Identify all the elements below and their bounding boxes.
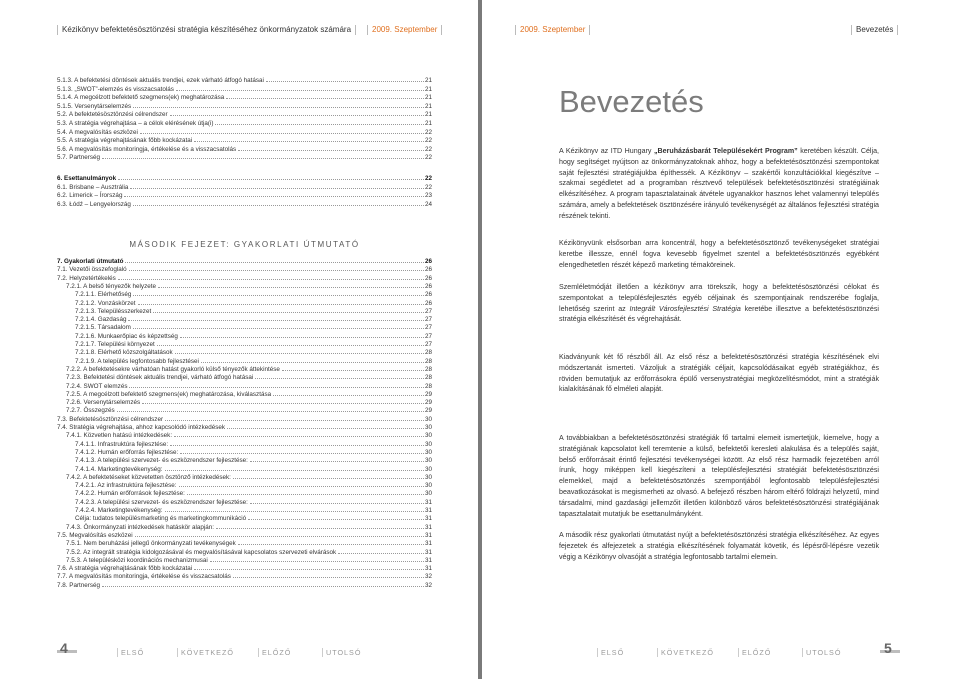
toc-dot-leader: [248, 515, 424, 520]
toc-entry[interactable]: [57, 466, 432, 473]
toc-entry-page: 31: [424, 556, 432, 564]
toc-entry-page: 29: [424, 399, 432, 407]
toc-entry-title: 7.4.2.2. Humán erőforrások fejlesztése:: [75, 490, 185, 498]
toc-entry-title: 7.4.1. Közvetlen hatású intézkedések:: [66, 432, 173, 440]
toc-entry[interactable]: [57, 184, 432, 191]
toc-entry-title: 7.6. A stratégia végrehajtásának főbb kockázatai: [57, 565, 193, 573]
right-footer: [482, 640, 960, 664]
toc-dot-leader: [138, 300, 424, 305]
toc-entry[interactable]: [57, 341, 432, 348]
toc-entry-title: 7.2.1.3. Településszerkezet: [75, 307, 152, 315]
toc-entry-page: 31: [424, 498, 432, 506]
toc-entry-page: 27: [424, 307, 432, 315]
toc-dot-leader: [124, 192, 424, 197]
toc-dot-leader: [117, 407, 424, 412]
paragraph: Szemléletmódját illetően a kézikönyv arra törekszik, hogy a befektetésösztönzési célokat és szempontokat a településfejlesztés egyéb céljainak és szempontjainak rendszerébe foglalja, lehetőség szerint az Integrált Városfejlesztési Stratégia keretébe illesztve a befektetésösztönzési stratégia elkészítését és végrehajtását.: [559, 283, 879, 324]
toc-entry-title: 5.3. A stratégia végrehajtása – a célok elérésének útja(i): [57, 120, 214, 127]
toc-entry-page: 29: [424, 407, 432, 415]
toc-entry-title: 5.1.3. „SWOT”-elemzés és visszacsatolás: [57, 85, 174, 93]
toc-dot-leader: [102, 582, 424, 587]
first-page-button[interactable]: ELSŐ: [117, 648, 147, 657]
toc-dot-leader: [129, 383, 424, 388]
toc-dot-leader: [187, 490, 424, 495]
toc-entry[interactable]: [57, 129, 432, 136]
toc-entry-title: 7.5.3. A településközi koordinációs mechanizmusai: [66, 556, 208, 564]
toc-entry-title: 5.4. A megvalósítás eszközei: [57, 128, 138, 136]
last-page-button[interactable]: UTOLSÓ: [322, 648, 364, 657]
toc-entry-page: 26: [424, 299, 432, 307]
toc-entry-title: 7.5.2. Az integrált stratégia kidolgozásával és megvalósításával kapcsolatos szervezeti elvárások: [66, 548, 337, 556]
toc-entry[interactable]: [57, 374, 432, 381]
first-page-button[interactable]: ELSŐ: [597, 648, 627, 657]
toc-entry[interactable]: [57, 515, 432, 522]
toc-dot-leader: [133, 324, 424, 329]
toc-entry[interactable]: [57, 111, 432, 118]
toc-entry-page: 28: [424, 357, 432, 365]
toc-entry-title: 5.2. A befektetésösztönzési célrendszer: [57, 111, 168, 119]
toc-entry-page: 28: [424, 349, 432, 357]
paragraph: A továbbiakban a befektetésösztönzési stratégiák fő tartalmi elemeit ismertetjük, kiemelve, hogy a stratégiának kapcsolatot kell teremtenie a külső, befektetői keresleti alakulása és a település saját, belső erőforrásait érintő fejlesztési tevékenységei között. Az első rész harmadik fejezetében arról írunk, hogy miképpen kell kiegészíteni a településfejlesztési stratégiát befektetésösztönzési elemekkel, majd a befektetésösztönzés szempontjából legfontosabb településfejlesztési beavatkozásokat is megismerheti az olvasó. A befejező részben három eltérő földrajzi helyzetű, mind társadalmi, mind gazdasági jellemzőit illetően különböző város befektetésösztönzési stratégiájának tapasztalatait mutatjuk be esettanulmányként.: [559, 434, 879, 518]
toc-entry[interactable]: [57, 349, 432, 356]
toc-entry[interactable]: [57, 366, 432, 373]
toc-dot-leader: [153, 308, 424, 313]
toc-entry-title: 7.7. A megvalósítás monitoringja, értékelése és visszacsatolás: [57, 573, 231, 581]
toc-entry-page: 21: [424, 102, 432, 110]
toc-dot-leader: [233, 474, 424, 479]
toc-entry[interactable]: [57, 490, 432, 497]
toc-entry-page: 22: [424, 183, 432, 191]
toc-entry[interactable]: [57, 557, 432, 564]
toc-entry-page: 31: [424, 515, 432, 523]
ivs-name: Integrált Városfejlesztési Stratégia: [629, 304, 741, 313]
toc-dot-leader: [165, 466, 424, 471]
toc-entry[interactable]: [57, 77, 432, 84]
toc-entry[interactable]: [57, 507, 432, 514]
toc-entry-page: 28: [424, 382, 432, 390]
toc-entry-page: 27: [424, 332, 432, 340]
toc-entry-page: 30: [424, 490, 432, 498]
toc-dot-leader: [118, 275, 424, 280]
toc-entry-page: 26: [424, 282, 432, 290]
toc-entry-title: 6.2. Limerick – Írország: [57, 192, 123, 200]
toc-entry-page: 28: [424, 374, 432, 382]
paragraph: Kiadványunk két fő részből áll. Az első rész a befektetésösztönzési stratégia készítésének elvi módszertanát ismerteti. Vázoljuk a stratégiák céljait, kapcsolódásaikat egyéb stratégiákhoz, és röviden bemutatjuk az erőforrásokra épülő versenystratégiai megközelítésmódot, mint a stratégiák kialakításának fő elméleti alapját.: [559, 353, 879, 394]
toc-entry[interactable]: [57, 441, 432, 448]
toc-entry-title: 6.1. Brisbane – Ausztrália: [57, 183, 129, 191]
paragraph: A Kézikönyv az ITD Hungary „Beruházásbarát Településekért Program” keretében készült. Célja, hogy segítséget nyújtson az önkormányzatoknak ahhoz, hogy a befektetésösztönzési szempontokat saját fejlesztési stratégiájukba építhessék. A Kézikönyv – szakértői konzultációkkal kiegészítve – szakmai segédletet ad a programban résztvevő települések befektetésösztönzési stratégiáinak elkészítéséhez. A program tapasztalatainak átvétele ugyanakkor hasznos lehet valamennyi település számára, amely a befektetések ösztönzésére irányuló tevékenységét az általános fejlesztési stratégia részének tekinti.: [559, 147, 879, 220]
toc-entry-page: 21: [424, 77, 432, 84]
toc-dot-leader: [215, 120, 424, 125]
toc-entry[interactable]: [57, 407, 432, 414]
next-page-button[interactable]: KÖVETKEZŐ: [177, 648, 237, 657]
toc-entry-page: 26: [424, 258, 432, 265]
toc-entry-title: 5.1.3. A befektetési döntések aktuális trendjei, ezek várható átfogó hatásai: [57, 77, 264, 84]
toc-entry-title: 5.5. A stratégia végrehajtásának főbb kockázatai: [57, 137, 193, 145]
toc-entry-title: 7.4.1.3. A települési szervezet- és eszközrendszer fejlesztése:: [75, 457, 248, 465]
toc-entry[interactable]: [57, 549, 432, 556]
toc-entry[interactable]: [57, 391, 432, 398]
header-section: Bevezetés: [851, 25, 898, 35]
toc-entry-title: 7.4.1.4. Marketingtevékenység:: [75, 465, 163, 473]
toc-entry-title: 7.2.1.2. Vonzáskörzet: [75, 299, 136, 307]
toc-dot-leader: [282, 366, 424, 371]
toc-entry-page: 31: [424, 548, 432, 556]
toc-dot-leader: [210, 557, 424, 562]
toc-entry-title: 7.4.3. Önkormányzati intézkedések hatáskör alapján:: [66, 523, 215, 531]
toc-dot-leader: [338, 549, 424, 554]
toc-entry[interactable]: [57, 324, 432, 331]
toc-entry-title: 7.4.1.1. Infrastruktúra fejlesztése:: [75, 440, 169, 448]
page-number: 4: [60, 640, 68, 656]
next-page-button[interactable]: KÖVETKEZŐ: [657, 648, 717, 657]
toc-entry[interactable]: [57, 358, 432, 365]
toc-entry-title: 7.4.2.3. A települési szervezet- és eszközrendszer fejlesztése:: [75, 498, 248, 506]
last-page-button[interactable]: UTOLSÓ: [802, 648, 844, 657]
toc-entry-page: 26: [424, 274, 432, 282]
toc-dot-leader: [216, 524, 424, 529]
toc-dot-leader: [233, 573, 424, 578]
toc-entry[interactable]: [57, 154, 432, 161]
toc-dot-leader: [165, 507, 424, 512]
toc-entry-title: 5.1.4. A megcélzott befektető szegmens(ek) meghatározása: [57, 94, 225, 102]
toc-dot-leader: [125, 258, 424, 263]
toc-entry-title: 7.2.4. SWOT elemzés: [66, 382, 128, 390]
toc-entry-title: 7.2.5. A megcélzott befektető szegmens(ek) meghatározása, kiválasztása: [66, 390, 272, 398]
toc-entry-page: 31: [424, 540, 432, 548]
toc-entry[interactable]: [57, 416, 432, 423]
toc-entry-page: 32: [424, 581, 432, 589]
toc-entry-page: 30: [424, 457, 432, 465]
toc-dot-leader: [135, 532, 424, 537]
toc-dot-leader: [165, 416, 424, 421]
toc-dot-leader: [130, 184, 424, 189]
toc-entry[interactable]: [57, 474, 432, 481]
toc-dot-leader: [133, 201, 424, 206]
toc-entry-page: 31: [424, 507, 432, 514]
toc-entry[interactable]: [57, 86, 432, 93]
toc-entry[interactable]: [57, 499, 432, 506]
paragraph: A második rész gyakorlati útmutatást nyújt a befektetésösztönzési stratégia elkészítéséhez. Az egyes fejezetek és alfejezetek a stratégia elkészítésének folyamatát követik, és lépésről-lépésre vezetik végig a Kézikönyv olvasóját a stratégia legfontosabb tartalmi elemein.: [559, 531, 879, 561]
toc-entry[interactable]: [57, 482, 432, 489]
toc-entry-title: 7.5. Megvalósítás eszközei: [57, 531, 133, 539]
toc-entry-page: 22: [424, 175, 432, 182]
toc-dot-leader: [133, 103, 424, 108]
toc-entry-title: 7.2.1.8. Elérhető közszolgáltatások: [75, 349, 173, 357]
toc-entry-page: 30: [424, 424, 432, 431]
toc-entry-title: Célja: tudatos településmarketing és marketingkommunikáció: [75, 515, 247, 523]
toc-entry[interactable]: [57, 532, 432, 539]
toc-entry-page: 30: [424, 432, 432, 440]
toc-dot-leader: [102, 154, 424, 159]
toc-entry-page: 22: [424, 128, 432, 136]
toc-entry[interactable]: [57, 457, 432, 464]
toc-entry-title: 7.2.1.7. Települési környezet: [75, 341, 155, 348]
toc-entry-page: 22: [424, 137, 432, 145]
toc-entry-page: 30: [424, 448, 432, 456]
toc-entry-page: 22: [424, 145, 432, 153]
toc-dot-leader: [250, 499, 424, 504]
toc-entry[interactable]: [57, 266, 432, 273]
program-name: „Beruházásbarát Településekért Program”: [654, 147, 798, 155]
toc-entry-page: 26: [424, 291, 432, 299]
toc-entry-title: 5.6. A megvalósítás monitoringja, értékelése és a visszacsatolás: [57, 145, 237, 153]
prev-page-button[interactable]: ELŐZŐ: [258, 648, 294, 657]
right-page: [482, 0, 960, 679]
toc-dot-leader: [179, 482, 424, 487]
left-footer: [0, 640, 478, 664]
paragraph: Kézikönyvünk elsősorban arra koncentrál, hogy a befektetésösztönző tevékenységeket stratégiai keretbe illessze, ennél fogva kevesebb figyelmet szentel a befektetésösztönzés egyébként elengedhetetlen részét képező marketing témaköreinek.: [559, 239, 879, 269]
toc-entry-page: 26: [424, 266, 432, 274]
toc-entry-page: 30: [424, 473, 432, 481]
toc-entry[interactable]: [57, 275, 432, 282]
toc-entry[interactable]: [57, 175, 432, 182]
toc-entry-page: 21: [424, 111, 432, 119]
toc-entry-page: 32: [424, 573, 432, 581]
toc-entry-page: 22: [424, 154, 432, 162]
toc-entry-page: 29: [424, 390, 432, 398]
toc-entry-title: 6. Esettanulmányok: [57, 175, 117, 182]
toc-dot-leader: [238, 146, 424, 151]
toc-entry[interactable]: [57, 432, 432, 439]
toc-entry-page: 30: [424, 482, 432, 490]
toc-dot-leader: [142, 399, 424, 404]
toc-dot-leader: [227, 424, 424, 429]
toc-entry[interactable]: [57, 137, 432, 144]
toc-dot-leader: [158, 283, 424, 288]
header-date: 2009. Szeptember: [367, 25, 442, 35]
toc-entry-title: 7.2.1.6. Munkaerőpiac és képzettség: [75, 332, 178, 340]
toc-entry-page: 28: [424, 365, 432, 373]
toc-entry[interactable]: [57, 146, 432, 153]
toc-dot-leader: [157, 341, 424, 346]
toc-entry-title: 7.5.1. Nem beruházási jellegű önkormányzati tevékenységek: [66, 540, 236, 548]
toc-entry-title: 5.7. Partnerség: [57, 154, 101, 162]
toc-entry-title: 7.2.2. A befektetésekre várhatóan hatást gyakorló külső tényezők áttekintése: [66, 365, 280, 373]
toc-entry[interactable]: [57, 201, 432, 208]
toc-entry-title: 7.2.1. A belső tényezők helyzete: [66, 282, 156, 290]
section-title: MÁSODIK FEJEZET: GYAKORLATI ÚTMUTATÓ: [129, 240, 360, 249]
toc-entry-title: 7.3. Befektetésösztönzési célrendszer: [57, 415, 164, 423]
toc-entry-title: 7.8. Partnerség: [57, 581, 101, 589]
toc-entry[interactable]: [57, 258, 432, 265]
toc-entry[interactable]: [57, 424, 432, 431]
toc-dot-leader: [238, 540, 424, 545]
page-title: Bevezetés: [559, 84, 704, 119]
toc-entry-page: 24: [424, 200, 432, 208]
toc-entry[interactable]: [57, 582, 432, 589]
toc-entry-page: 27: [424, 341, 432, 348]
toc-dot-leader: [128, 316, 424, 321]
toc-entry[interactable]: [57, 300, 432, 307]
toc-entry-page: 30: [424, 415, 432, 423]
toc-dot-leader: [129, 266, 424, 271]
toc-entry[interactable]: [57, 524, 432, 531]
toc-entry-title: 7.2. Helyzetértékelés: [57, 274, 116, 282]
toc-entry-page: 21: [424, 94, 432, 102]
toc-entry-page: 30: [424, 440, 432, 448]
toc-dot-leader: [194, 565, 424, 570]
left-page: [0, 0, 478, 679]
toc-entry[interactable]: [57, 283, 432, 290]
toc-entry-page: 30: [424, 465, 432, 473]
toc-entry[interactable]: [57, 565, 432, 572]
toc-entry-page: 23: [424, 192, 432, 200]
toc-entry[interactable]: [57, 192, 432, 199]
toc-entry-title: 7.4. Stratégia végrehajtása, ahhoz kapcsolódó intézkedések: [57, 424, 226, 431]
toc-entry-title: 7.2.1.4. Gazdaság: [75, 316, 127, 324]
prev-page-button[interactable]: ELŐZŐ: [738, 648, 774, 657]
toc-dot-leader: [140, 129, 424, 134]
toc-entry-title: 7.2.7. Összegzés: [66, 407, 115, 415]
toc-dot-leader: [176, 86, 424, 91]
toc-dot-leader: [118, 175, 424, 180]
toc-dot-leader: [250, 457, 424, 462]
toc-entry-page: 31: [424, 531, 432, 539]
toc-dot-leader: [170, 111, 424, 116]
toc-entry-page: 21: [424, 120, 432, 127]
toc-entry-page: 27: [424, 316, 432, 324]
toc-entry-title: 7.2.3. Befektetési döntések aktuális trendjei, várható átfogó hatásai: [66, 374, 254, 382]
toc-entry-title: 7.2.6. Versenytárselemzés: [66, 399, 141, 407]
toc-entry-title: 6.3. Łódź – Lengyelország: [57, 200, 131, 208]
toc-dot-leader: [180, 449, 424, 454]
toc-entry-title: 7.1. Vezetői összefoglaló: [57, 266, 127, 274]
toc-entry-title: 7.4.2. A befektetéseket közvetetten ösztönző intézkedések:: [66, 473, 231, 481]
toc-entry[interactable]: [57, 120, 432, 127]
toc-dot-leader: [273, 391, 424, 396]
toc-entry-page: 31: [424, 565, 432, 573]
toc-entry-title: 7. Gyakorlati útmutató: [57, 258, 124, 265]
toc-entry[interactable]: [57, 333, 432, 340]
right-header: [482, 0, 960, 40]
toc-entry-page: 21: [424, 85, 432, 93]
toc-entry-title: 7.4.2.4. Marketingtevékenység:: [75, 507, 163, 514]
toc-entry-page: 31: [424, 523, 432, 531]
toc-entry-title: 7.2.1.9. A település legfontosabb fejlesztései: [75, 357, 199, 365]
toc-entry[interactable]: [57, 103, 432, 110]
toc-entry[interactable]: [57, 291, 432, 298]
toc-entry-title: 7.2.1.5. Társadalom: [75, 324, 131, 332]
left-header: [0, 0, 478, 40]
toc-entry[interactable]: [57, 94, 432, 101]
toc-entry[interactable]: [57, 449, 432, 456]
page-number: 5: [884, 640, 892, 656]
toc-entry-title: 7.4.1.2. Humán erőforrás fejlesztése:: [75, 448, 179, 456]
toc-dot-leader: [174, 432, 424, 437]
toc-dot-leader: [194, 137, 424, 142]
toc-entry-title: 7.4.2.1. Az infrastruktúra fejlesztése:: [75, 482, 177, 490]
toc-dot-leader: [266, 77, 424, 82]
toc-entry[interactable]: [57, 573, 432, 580]
document-title: Kézikönyv befektetésösztönzési stratégia készítéséhez önkormányzatok számára: [57, 25, 356, 35]
toc-dot-leader: [180, 333, 424, 338]
toc-dot-leader: [170, 441, 424, 446]
toc-entry[interactable]: [57, 316, 432, 323]
toc-entry[interactable]: [57, 383, 432, 390]
toc-entry[interactable]: [57, 308, 432, 315]
toc-dot-leader: [226, 94, 424, 99]
toc-entry-title: 5.1.5. Versenytárselemzés: [57, 102, 132, 110]
toc-entry[interactable]: [57, 399, 432, 406]
toc-dot-leader: [201, 358, 424, 363]
toc-dot-leader: [255, 374, 424, 379]
header-date: 2009. Szeptember: [515, 25, 590, 35]
toc-entry-title: 7.2.1.1. Elérhetőség: [75, 291, 132, 299]
toc-dot-leader: [175, 349, 424, 354]
toc-entry[interactable]: [57, 540, 432, 547]
toc-dot-leader: [133, 291, 424, 296]
toc-entry-page: 27: [424, 324, 432, 332]
